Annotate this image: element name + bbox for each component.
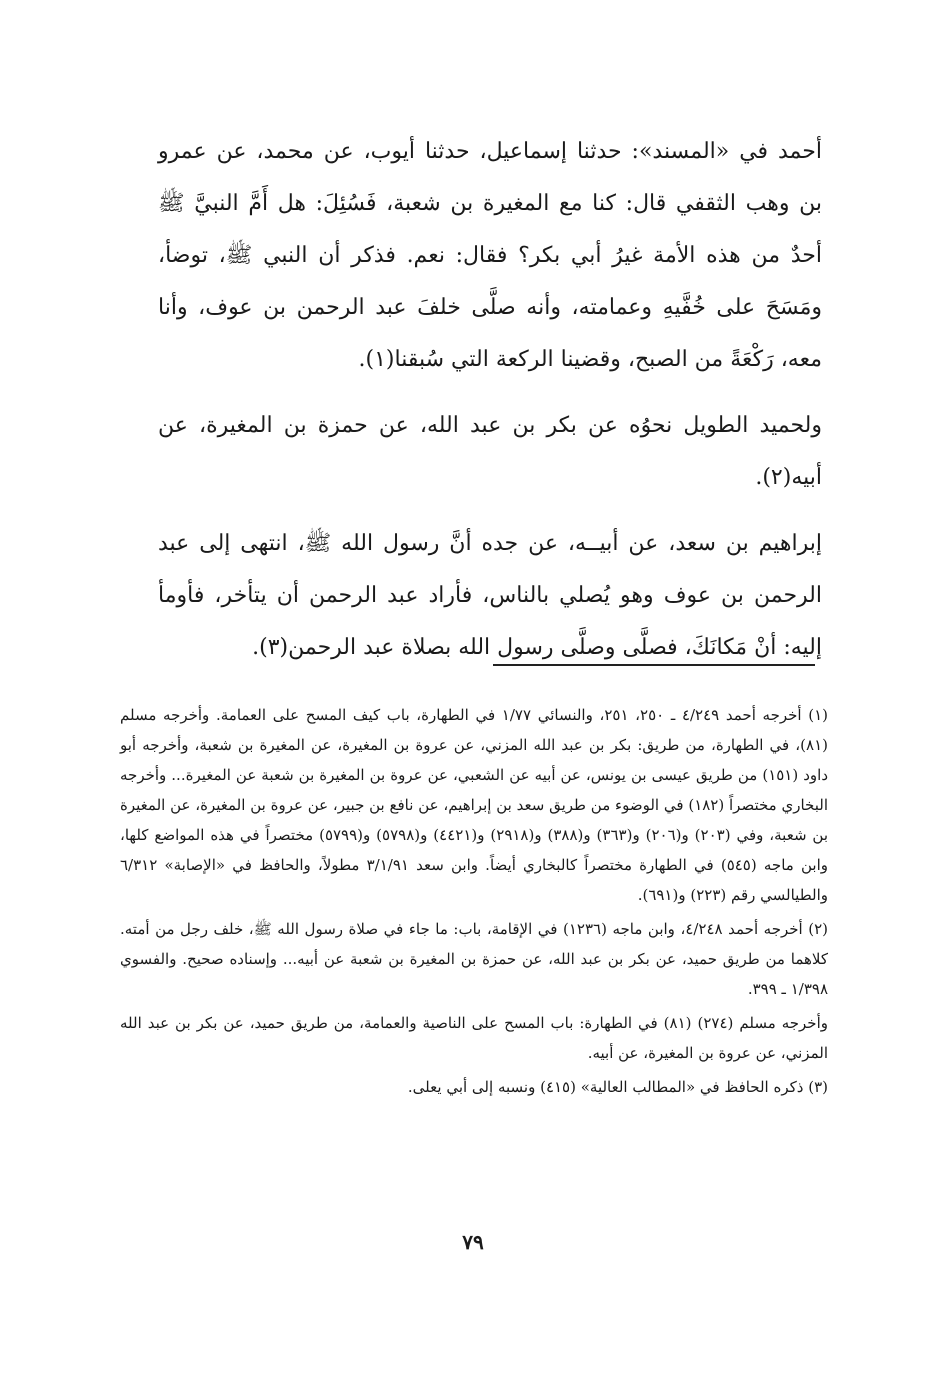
- main-text: [158, 126, 822, 688]
- footnote: وأخرجه مسلم (٢٧٤) (٨١) في الطهارة: باب المسح على الناصية والعمامة، من طريق حميد، عن بكر بن عبد الله المزني، عن عروة بن المغيرة، عن أبيه.: [120, 1014, 828, 1062]
- footnote: (٣) ذكره الحافظ في «المطالب العالية» (٤١٥) ونسبه إلى أبي يعلى.: [407, 1078, 828, 1096]
- main-paragraph: أحمد في «المسند»: حدثنا إسماعيل، حدثنا أيوب، عن محمد، عن عمرو بن وهب الثقفي قال: كنا مع المغيرة بن شعبة، فَسُئِلَ: هل أَمَّ النبيَّ ﷺ أحدٌ من هذه الأمة غيرُ أبي بكر؟ فقال: نعم. فذكر أن النبي ﷺ، توضأ، ومَسَحَ على خُفَّيهِ وعمامته، وأنه صلَّى خلفَ عبد الرحمن بن عوف، وأنا معه، رَكْعَةً من الصبح، وقضينا الركعة التي سُبقنا(١).: [158, 139, 822, 372]
- footnotes: [120, 700, 828, 1106]
- page-number: ٧٩: [462, 1230, 484, 1254]
- footnote: (٢) أخرجه أحمد ٤/٢٤٨، وابن ماجه (١٢٣٦) في الإقامة، باب: ما جاء في صلاة رسول الله ﷺ، خلف رجل من أمته. كلاهما من طريق حميد، عن بكر بن عبد الله، عن حمزة بن المغيرة بن شعبة عن أبيه... وإسناده صحيح. والفسوي ١/٣٩٨ ـ ٣٩٩.: [120, 920, 828, 998]
- footnote: (١) أخرجه أحمد ٤/٢٤٩ ـ ٢٥٠، ٢٥١، والنسائي ١/٧٧ في الطهارة، باب كيف المسح على العمامة. وأخرجه مسلم (٨١)، في الطهارة، من طريق: بكر بن عبد الله المزني، عن عروة بن المغيرة، عن المغيرة بن شعبة، وأخرجه أبو داود (١٥١) من طريق عيسى بن يونس، عن أبيه عن الشعبي، عن عروة بن المغيرة بن شعبة عن المغيرة... وأخرجه البخاري مختصراً (١٨٢) في الوضوء من طريق سعد بن إبراهيم، عن نافع بن جبير، عن عروة بن المغيرة، عن المغيرة بن شعبة، وفي (٢٠٣) و(٢٠٦) و(٣٦٣) و(٣٨٨) و(٢٩١٨) و(٤٤٢١) و(٥٧٩٨) و(٥٧٩٩) مختصراً في هذه المواضع كلها، وابن ماجه (٥٤٥) في الطهارة مختصراً كالبخاري أيضاً. وابن سعد ٣/١/٩١ مطولاً، والحافظ في «الإصابة» ٦/٣١٢ والطيالسي رقم (٢٢٣) و(٦٩١).: [120, 706, 829, 904]
- main-paragraph: إبراهيم بن سعد، عن أبيــه، عن جده أنَّ رسول الله ﷺ، انتهى إلى عبد الرحمن بن عوف وهو يُصلي بالناس، فأراد عبد الرحمن أن يتأخر، فأومأ إليه: أنْ مَكانَكَ، فصلَّى وصلَّى رسول الله بصلاة عبد الرحمن(٣).: [158, 531, 822, 660]
- footnote-divider: [493, 664, 815, 666]
- main-paragraph: ولحميد الطويل نحوُه عن بكر بن عبد الله، عن حمزة بن المغيرة، عن أبيه(٢).: [158, 413, 822, 490]
